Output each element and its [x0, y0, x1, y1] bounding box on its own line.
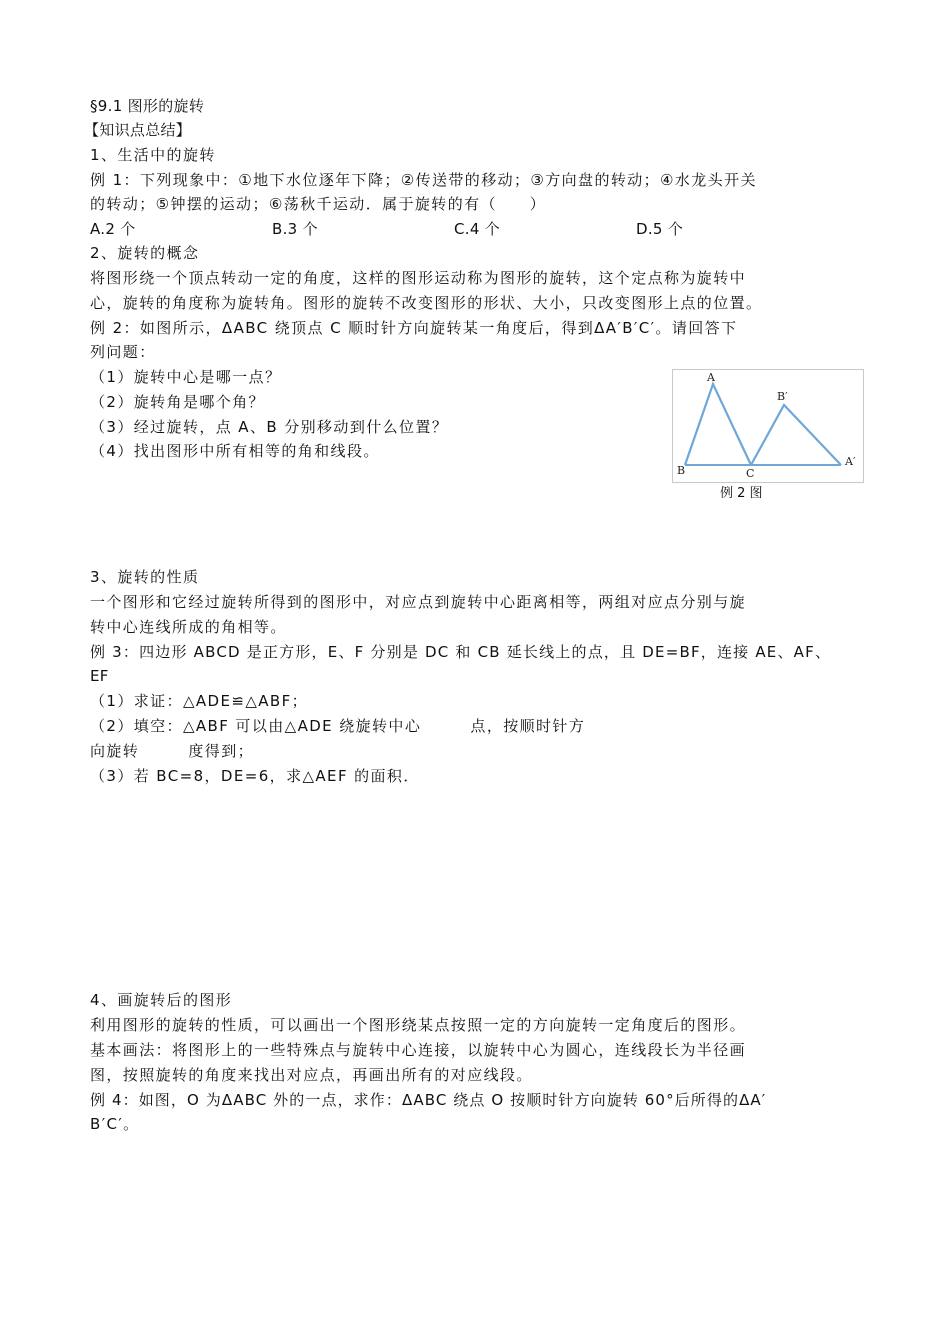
example2-line1: 例 2：如图所示，ΔABC 绕顶点 C 顺时针方向旋转某一角度后，得到ΔA′B′C′。请回答下 [90, 319, 738, 337]
section3-text-line1: 一个图形和它经过旋转所得到的图形中，对应点到旋转中心距离相等，两组对应点分别与旋 [90, 593, 747, 611]
label-a: A [707, 371, 715, 384]
label-b: B [677, 464, 686, 477]
section1-heading: 1、生活中的旋转 [90, 146, 216, 164]
section3-text-line2: 转中心连线所成的角相等。 [90, 618, 287, 636]
option-b: B.3 个 [272, 220, 318, 238]
option-c: C.4 个 [454, 220, 501, 238]
example2-line2: 列问题： [90, 343, 156, 361]
summary-heading: 【知识点总结】 [84, 121, 192, 139]
section2-text-line2: 心，旋转的角度称为旋转角。图形的旋转不改变图形的形状、大小，只改变图形上点的位置。 [90, 294, 763, 312]
option-d: D.5 个 [636, 220, 684, 238]
section2-heading: 2、旋转的概念 [90, 244, 200, 262]
example1-line1: 例 1：下列现象中：①地下水位逐年下降；②传送带的移动；③方向盘的转动；④水龙头开关 [90, 171, 757, 189]
example2-question-2: （2）旋转角是哪个角？ [90, 393, 265, 411]
example3-q2-line1: （2）填空：△ABF 可以由△ADE 绕旋转中心 点，按顺时针方 [90, 717, 586, 735]
rotation-triangles-diagram [673, 370, 863, 482]
example4-line1: 例 4：如图，O 为ΔABC 外的一点，求作：ΔABC 绕点 O 按顺时针方向旋转 60°后所得的ΔA′ [90, 1091, 767, 1109]
example4-line2: B′C′。 [90, 1115, 140, 1133]
example3-q1: （1）求证：△ADE≌△ABF； [90, 692, 309, 710]
document-title: §9.1 图形的旋转 [90, 97, 205, 115]
label-a-prime: A′ [845, 455, 856, 468]
example2-question-4: （4）找出图形中所有相等的角和线段。 [90, 442, 380, 460]
example2-figure [672, 369, 864, 483]
section4-text-line3: 图，按照旋转的角度来找出对应点，再画出所有的对应线段。 [90, 1066, 533, 1084]
label-c: C [746, 467, 755, 480]
triangle-abc [685, 384, 751, 465]
section4-text-line1: 利用图形的旋转的性质，可以画出一个图形绕某点按照一定的方向旋转一定角度后的图形。 [90, 1016, 747, 1034]
example2-question-3: （3）经过旋转，点 A、B 分别移动到什么位置？ [90, 418, 449, 436]
example2-question-1: （1）旋转中心是哪一点？ [90, 368, 282, 386]
example3-q3: （3）若 BC=8，DE=6，求△AEF 的面积． [90, 767, 420, 785]
example3-line1: 例 3：四边形 ABCD 是正方形，E、F 分别是 DC 和 CB 延长线上的点，且 DE=BF，连接 AE、AF、 [90, 643, 832, 661]
section4-text-line2: 基本画法：将图形上的一些特殊点与旋转中心连接，以旋转中心为圆心，连线段长为半径画 [90, 1041, 747, 1059]
example3-line2: EF [90, 667, 109, 685]
figure-caption: 例 2 图 [720, 486, 763, 501]
section4-heading: 4、画旋转后的图形 [90, 991, 233, 1009]
example3-q2-line2: 向旋转 度得到； [90, 742, 255, 760]
example1-line2: 的转动；⑤钟摆的运动；⑥荡秋千运动．属于旋转的有（ ） [90, 195, 547, 213]
option-a: A.2 个 [90, 220, 136, 238]
section3-heading: 3、旋转的性质 [90, 568, 200, 586]
section2-text-line1: 将图形绕一个顶点转动一定的角度，这样的图形运动称为图形的旋转，这个定点称为旋转中 [90, 269, 747, 287]
triangle-a-prime-b-prime-c [751, 405, 841, 465]
label-b-prime: B′ [777, 390, 788, 403]
